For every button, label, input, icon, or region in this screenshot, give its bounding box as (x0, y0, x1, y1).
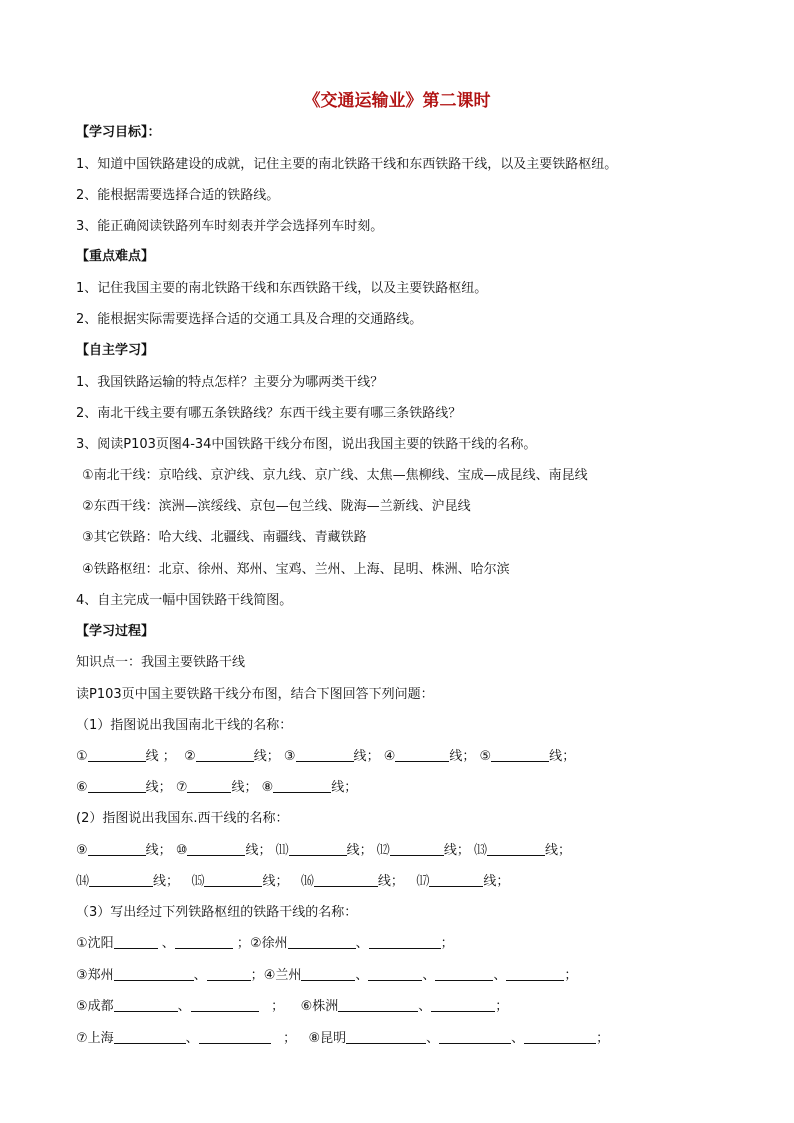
answer-blank[interactable] (395, 746, 449, 762)
answer-blank[interactable] (338, 996, 418, 1012)
answer-blank[interactable] (114, 933, 158, 949)
answer-blank[interactable] (506, 965, 564, 981)
q3-hubs-row-1: ①沈阳 、 ；②徐州 、 ； (76, 933, 454, 955)
goal-item-1: 1、知道中国铁路建设的成就，记住主要的南北铁路干线和东西铁路干线，以及主要铁路枢纽。 (76, 157, 618, 172)
question-3: （3）写出经过下列铁路枢纽的铁路干线的名称： (76, 905, 358, 920)
answer-blank[interactable] (89, 871, 153, 887)
process-heading: 【学习过程】 (76, 624, 155, 639)
answer-blank[interactable] (314, 871, 378, 887)
self-item-hubs: ④铁路枢纽：北京、徐州、郑州、宝鸡、兰州、上海、昆明、株洲、哈尔滨 (82, 562, 510, 577)
q2-blanks-row-1: ⑨ 线； ⑩ 线； ⑾ 线； ⑿ 线； ⒀ 线； (76, 840, 571, 862)
answer-blank[interactable] (487, 840, 545, 856)
answer-blank[interactable] (491, 746, 549, 762)
self-item-1: 1、我国铁路运输的特点怎样？主要分为哪两类干线？ (76, 375, 384, 390)
question-1: （1）指图说出我国南北干线的名称： (76, 718, 293, 733)
key-heading: 【重点难点】 (76, 249, 155, 264)
goal-item-3: 3、能正确阅读铁路列车时刻表并学会选择列车时刻。 (76, 219, 384, 234)
answer-blank[interactable] (390, 840, 444, 856)
answer-blank[interactable] (196, 746, 254, 762)
self-item-4: 4、自主完成一幅中国铁路干线简图。 (76, 593, 293, 608)
key-item-1: 1、记住我国主要的南北铁路干线和东西铁路干线，以及主要铁路枢纽。 (76, 281, 488, 296)
key-item-2: 2、能根据实际需要选择合适的交通工具及合理的交通路线。 (76, 312, 423, 327)
answer-blank[interactable] (88, 746, 146, 762)
answer-blank[interactable] (88, 777, 146, 793)
answer-blank[interactable] (435, 965, 493, 981)
answer-blank[interactable] (114, 1028, 186, 1044)
answer-blank[interactable] (289, 840, 347, 856)
self-item-ns-lines: ①南北干线：京哈线、京沪线、京九线、京广线、太焦—焦柳线、宝成—成昆线、南昆线 (82, 468, 588, 483)
answer-blank[interactable] (439, 1028, 511, 1044)
self-item-2: 2、南北干线主要有哪五条铁路线？东西干线主要有哪三条铁路线？ (76, 406, 462, 421)
answer-blank[interactable] (199, 1028, 271, 1044)
answer-blank[interactable] (207, 965, 251, 981)
answer-blank[interactable] (187, 777, 231, 793)
knowledge-point: 知识点一：我国主要铁路干线 (76, 655, 246, 670)
answer-blank[interactable] (187, 840, 245, 856)
document-title: 《交通运输业》第二课时 (303, 91, 491, 111)
goal-item-2: 2、能根据需要选择合适的铁路线。 (76, 188, 280, 203)
answer-blank[interactable] (429, 871, 483, 887)
answer-blank[interactable] (346, 1028, 426, 1044)
q3-hubs-row-3: ⑤成都 、 ； ⑥株洲 、 ； (76, 996, 508, 1018)
answer-blank[interactable] (88, 840, 146, 856)
answer-blank[interactable] (114, 965, 194, 981)
answer-blank[interactable] (288, 933, 356, 949)
answer-blank[interactable] (296, 746, 354, 762)
answer-blank[interactable] (524, 1028, 596, 1044)
q2-blanks-row-2: ⒁ 线； ⒂ 线； ⒃ 线； ⒄ 线； (76, 871, 509, 893)
process-instruction: 读P103页中国主要铁路干线分布图，结合下图回答下列问题： (76, 687, 434, 702)
self-item-other-lines: ③其它铁路：哈大线、北疆线、南疆线、青藏铁路 (82, 530, 367, 545)
answer-blank[interactable] (273, 777, 331, 793)
answer-blank[interactable] (368, 965, 422, 981)
q3-hubs-row-4: ⑦上海 、 ； ⑧昆明 、 、 ； (76, 1028, 609, 1050)
answer-blank[interactable] (191, 996, 259, 1012)
goals-heading: 【学习目标】： (76, 125, 161, 140)
question-2: (2）指图说出我国东.西干线的名称： (76, 811, 289, 826)
self-item-ew-lines: ②东西干线：滨洲—滨绥线、京包—包兰线、陇海—兰新线、沪昆线 (82, 499, 471, 514)
q3-hubs-row-2: ③郑州 、 ；④兰州 、 、 、 ； (76, 965, 577, 987)
answer-blank[interactable] (204, 871, 262, 887)
answer-blank[interactable] (369, 933, 441, 949)
q1-blanks-row-1: ① 线 ； ② 线； ③ 线； ④ 线； ⑤ 线； (76, 746, 575, 768)
answer-blank[interactable] (175, 933, 233, 949)
answer-blank[interactable] (431, 996, 495, 1012)
answer-blank[interactable] (114, 996, 178, 1012)
q1-blanks-row-2: ⑥ 线； ⑦ 线； ⑧ 线； (76, 777, 357, 799)
self-heading: 【自主学习】 (76, 343, 155, 358)
answer-blank[interactable] (301, 965, 355, 981)
self-item-3: 3、阅读P103页图4-34中国铁路干线分布图，说出我国主要的铁路干线的名称。 (76, 437, 537, 452)
